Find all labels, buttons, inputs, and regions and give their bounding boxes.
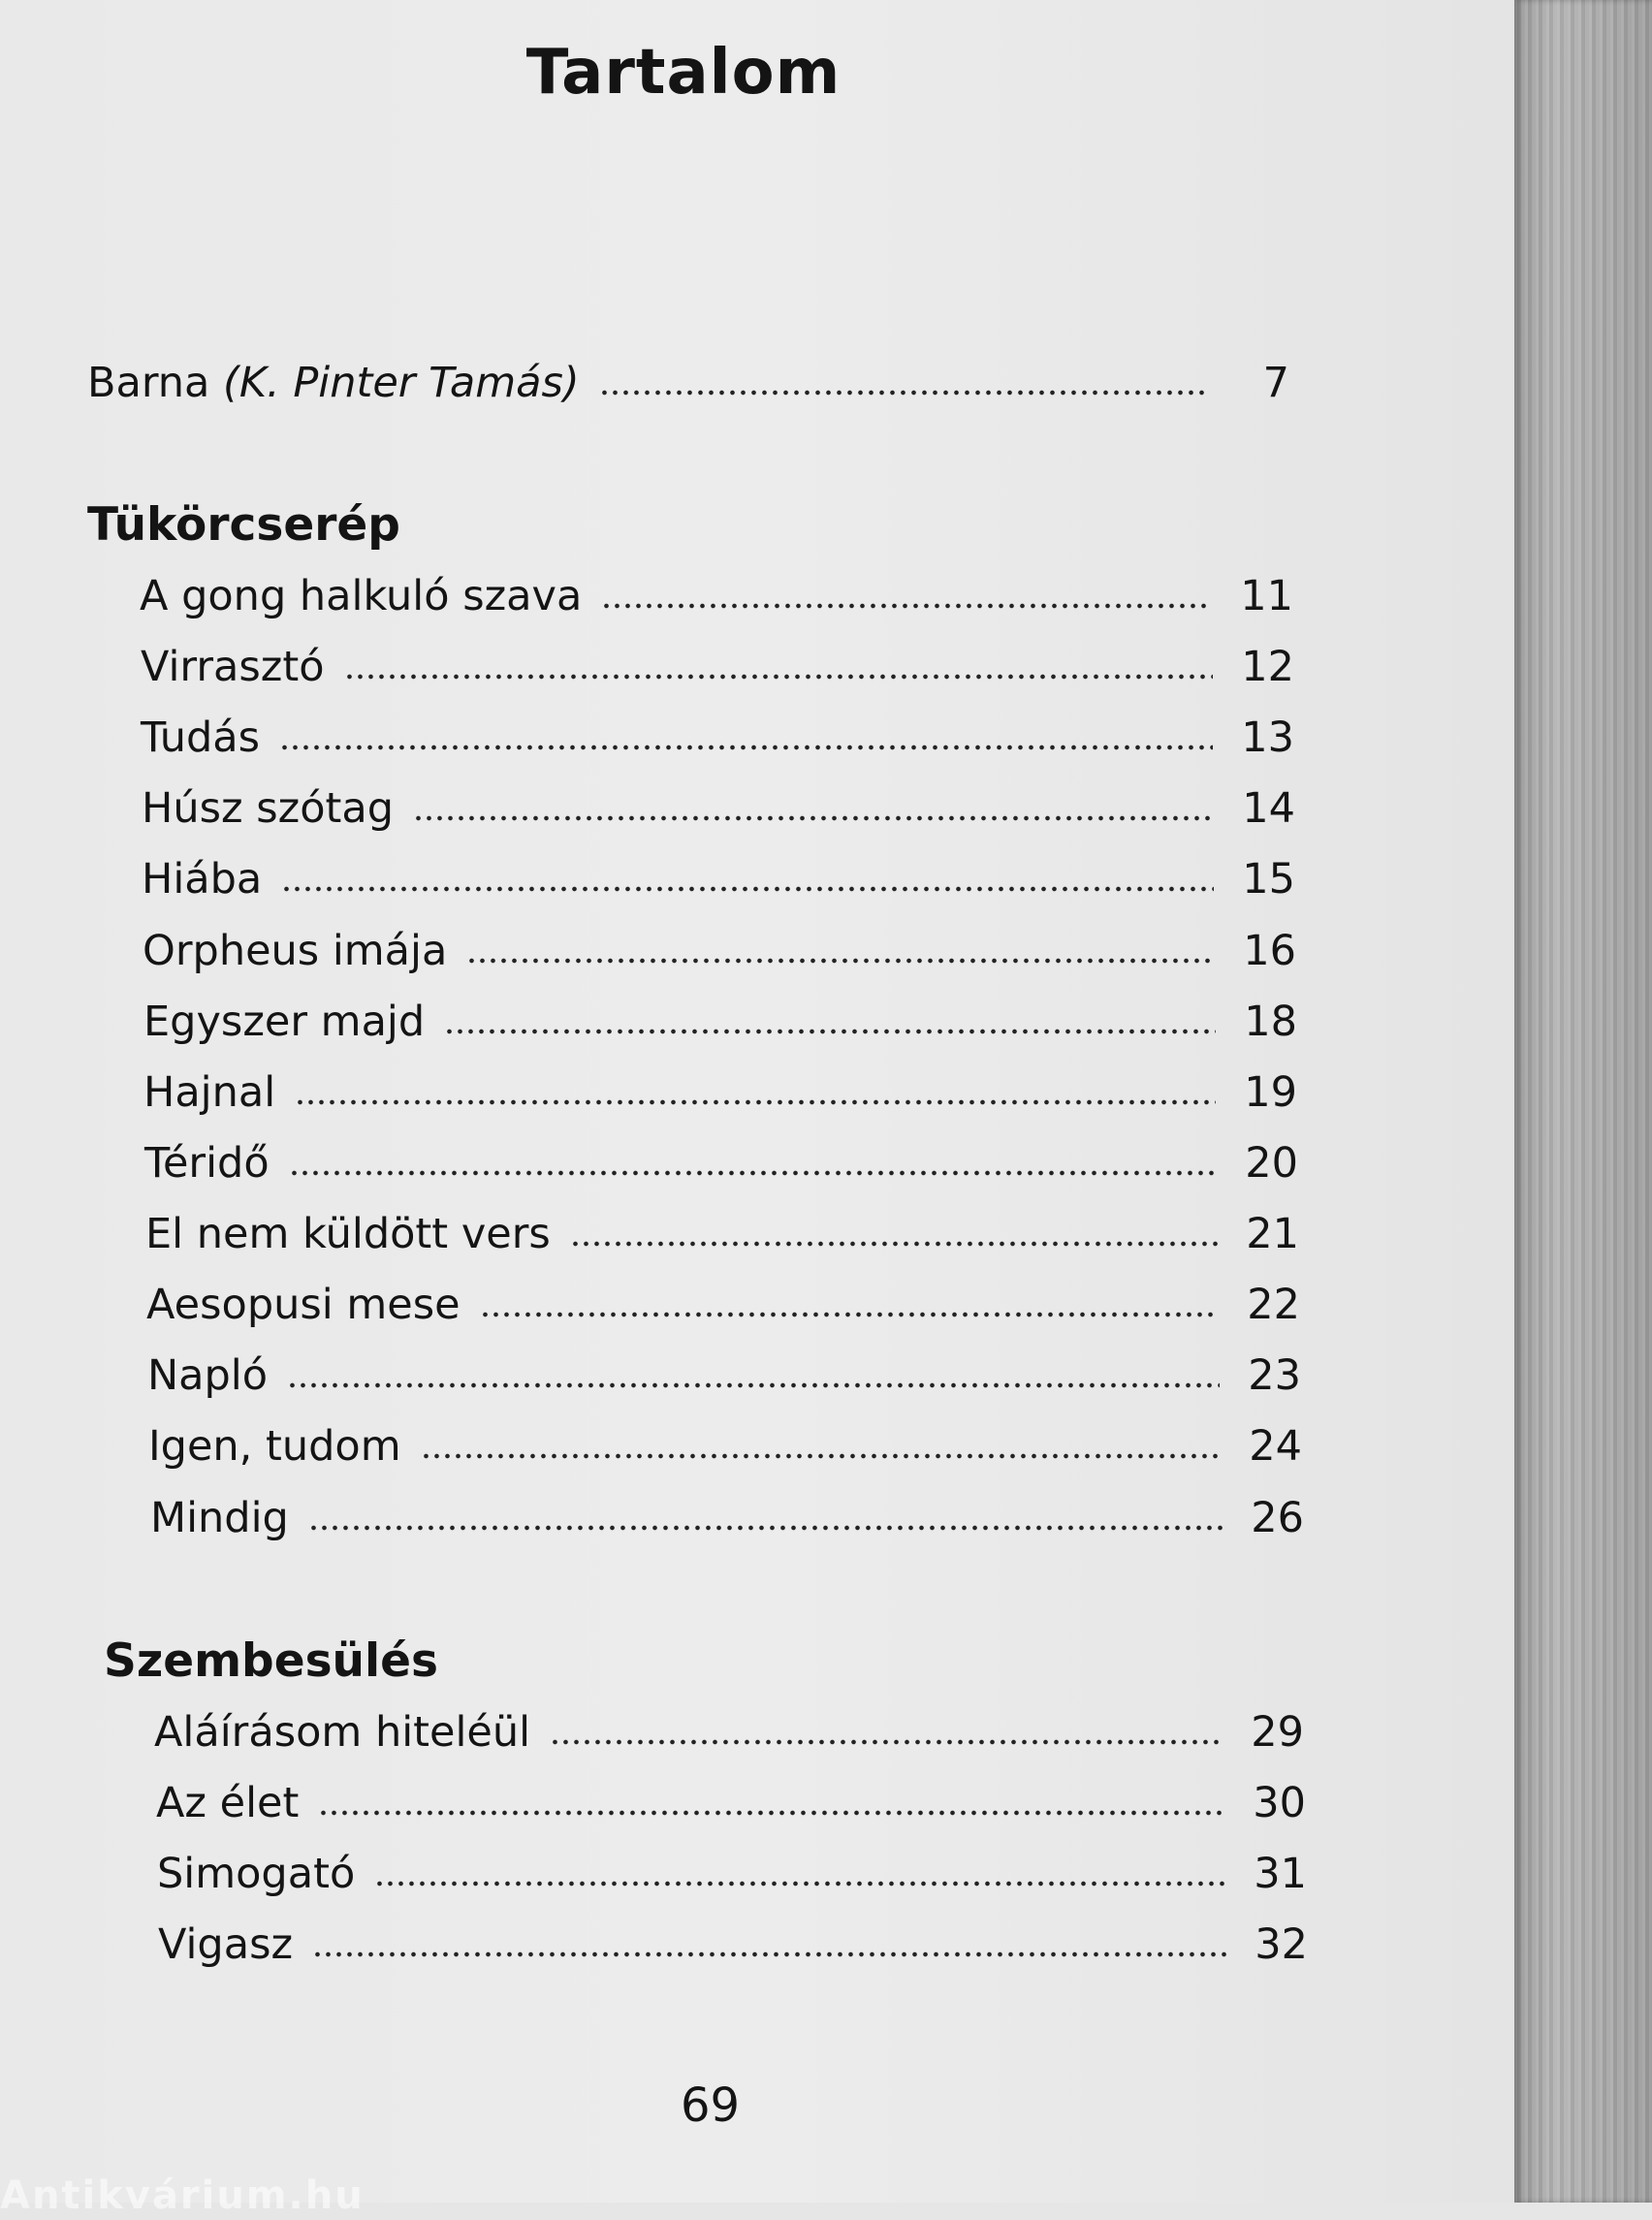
dot-leader (480, 1305, 1219, 1318)
dot-leader (344, 667, 1213, 681)
toc-entry-page: 22 (1247, 1281, 1300, 1329)
dot-leader (599, 383, 1208, 396)
toc-entry-page: 30 (1253, 1779, 1306, 1827)
dot-leader (287, 1376, 1220, 1389)
page-edges (1514, 0, 1652, 2203)
toc-entry-label: Aesopusi mese (146, 1281, 461, 1329)
toc-entry-page: 23 (1248, 1351, 1301, 1400)
toc-entry (146, 1276, 1300, 1334)
toc-entry (148, 1417, 1302, 1475)
toc-entry-label: Aláírásom hiteléül (154, 1708, 531, 1757)
dot-leader (279, 738, 1213, 751)
toc-entry-page: 21 (1246, 1210, 1299, 1258)
toc-entry-page: 13 (1241, 714, 1294, 762)
page-title: Tartalom (525, 37, 842, 109)
toc-entry (141, 709, 1294, 767)
toc-entry (142, 850, 1295, 908)
toc-entry-label: Téridő (144, 1139, 270, 1188)
dot-leader (421, 1446, 1221, 1460)
toc-entry (141, 638, 1294, 696)
dot-leader (466, 951, 1215, 965)
dot-leader (312, 1945, 1226, 1958)
toc-entry-page: 11 (1240, 572, 1293, 620)
dot-leader (308, 1518, 1223, 1532)
toc-entry (147, 1347, 1301, 1405)
toc-entry (158, 1916, 1308, 1974)
toc-entry-page: 32 (1255, 1920, 1308, 1969)
dot-leader (289, 1163, 1217, 1177)
toc-entry-label: Virrasztó (141, 643, 325, 691)
dot-leader (550, 1732, 1223, 1746)
dot-leader (374, 1874, 1225, 1887)
toc-entry (144, 1134, 1298, 1192)
watermark: Antikvárium.hu (0, 2173, 365, 2218)
toc-entry-page: 16 (1243, 927, 1296, 975)
toc-entry (143, 993, 1297, 1051)
toc-entry-page: 31 (1254, 1850, 1307, 1898)
toc-entry-label: Vigasz (158, 1920, 294, 1969)
page-number: 69 (681, 2078, 741, 2133)
toc-entry-page: 24 (1249, 1422, 1302, 1471)
toc-entry (150, 1489, 1304, 1547)
toc-entry (140, 567, 1293, 625)
dot-leader (295, 1093, 1216, 1106)
toc-entry-author: (K. Pinter Tamás) (223, 359, 580, 407)
toc-entry (143, 1063, 1297, 1122)
toc-entry-label: Tudás (141, 714, 261, 762)
toc-entry-label: Igen, tudom (148, 1422, 401, 1471)
dot-leader (318, 1803, 1224, 1817)
toc-entry (143, 922, 1296, 980)
toc-entry-page: 29 (1251, 1708, 1304, 1757)
toc-entry-page: 26 (1251, 1494, 1304, 1542)
toc-entry-page: 19 (1244, 1068, 1297, 1117)
toc-entry-label: El nem küldött vers (145, 1210, 551, 1258)
toc-entry (142, 779, 1295, 838)
toc-entry (145, 1205, 1299, 1263)
dot-leader (444, 1022, 1216, 1035)
dot-leader (601, 596, 1212, 610)
toc-entry-label: Hajnal (143, 1068, 276, 1117)
section-heading-szembesules: Szembesülés (104, 1634, 438, 1688)
toc-entry-page: 14 (1242, 784, 1295, 833)
toc-entry-page: 18 (1244, 998, 1297, 1046)
toc-entry (154, 1703, 1304, 1761)
toc-entry-intro (87, 354, 1289, 412)
toc-entry-label: Mindig (150, 1494, 289, 1542)
toc-entry (157, 1845, 1307, 1903)
toc-entry-label: Hiába (142, 855, 263, 904)
toc-entry-page: 15 (1242, 855, 1295, 904)
toc-entry-label: Az élet (156, 1779, 300, 1827)
toc-entry-label: Húsz szótag (142, 784, 395, 833)
toc-entry-label: Egyszer majd (143, 998, 426, 1046)
toc-entry-page: 20 (1245, 1139, 1298, 1188)
toc-entry-page: 7 (1262, 359, 1289, 407)
toc-entry-label: Barna (87, 359, 224, 407)
toc-entry-label: Napló (147, 1351, 269, 1400)
dot-leader (570, 1234, 1218, 1248)
dot-leader (281, 879, 1214, 893)
toc-entry-label: Simogató (157, 1850, 356, 1898)
toc-entry (156, 1774, 1306, 1832)
toc-entry-label: Orpheus imája (143, 927, 448, 975)
toc-entry-label: A gong halkuló szava (140, 572, 583, 620)
section-heading-tukorcserep: Tükörcserép (87, 498, 400, 552)
toc-entry-page: 12 (1241, 643, 1294, 691)
dot-leader (413, 809, 1214, 822)
